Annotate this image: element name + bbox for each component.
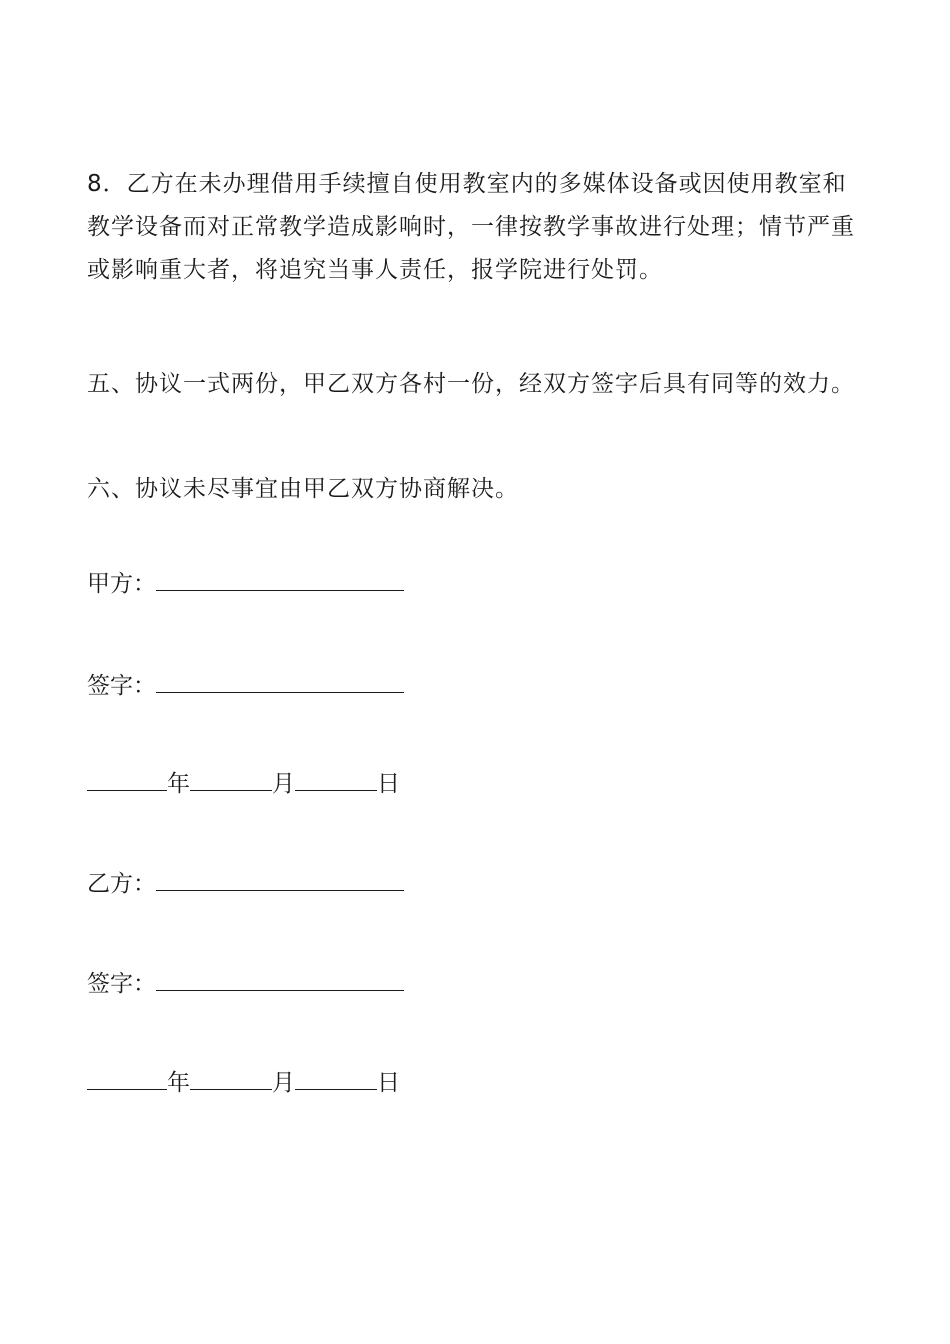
party-b-date-line [87,1067,400,1098]
party-a-line [87,568,404,599]
party-a-date-line [87,768,400,799]
clause-6: 六、协议未尽事宜由甲乙双方协商解决。 [87,476,519,502]
party-a-label: 甲方： [87,571,156,597]
party-a-signature-label: 签字： [87,673,156,699]
party-b-blank[interactable] [156,868,404,891]
party-b-signature-line [87,968,404,999]
party-b-month-label: 月 [272,1070,295,1096]
party-b-day-label: 日 [377,1070,400,1096]
party-a-month-label: 月 [272,771,295,797]
party-b-year-blank[interactable] [87,1067,167,1090]
party-a-year-blank[interactable] [87,768,167,791]
party-a-day-blank[interactable] [295,768,377,791]
party-a-signature-line [87,670,404,701]
party-a-day-label: 日 [377,771,400,797]
party-a-blank[interactable] [156,568,404,591]
clause-8: 8．乙方在未办理借用手续擅自使用教室内的多媒体设备或因使用教室和教学设备而对正常教学造成影响时，一律按教学事故进行处理；情节严重或影响重大者，将追究当事人责任，报学院进行处罚。 [87,171,855,283]
party-b-day-blank[interactable] [295,1067,377,1090]
party-b-label: 乙方： [87,871,156,897]
party-b-line [87,868,404,899]
party-a-year-label: 年 [167,771,190,797]
clause-5: 五、协议一式两份，甲乙双方各村一份，经双方签字后具有同等的效力。 [87,371,855,397]
party-b-signature-blank[interactable] [156,968,404,991]
party-b-signature-label: 签字： [87,971,156,997]
party-b-month-blank[interactable] [190,1067,272,1090]
party-a-month-blank[interactable] [190,768,272,791]
party-b-year-label: 年 [167,1070,190,1096]
party-a-signature-blank[interactable] [156,670,404,693]
